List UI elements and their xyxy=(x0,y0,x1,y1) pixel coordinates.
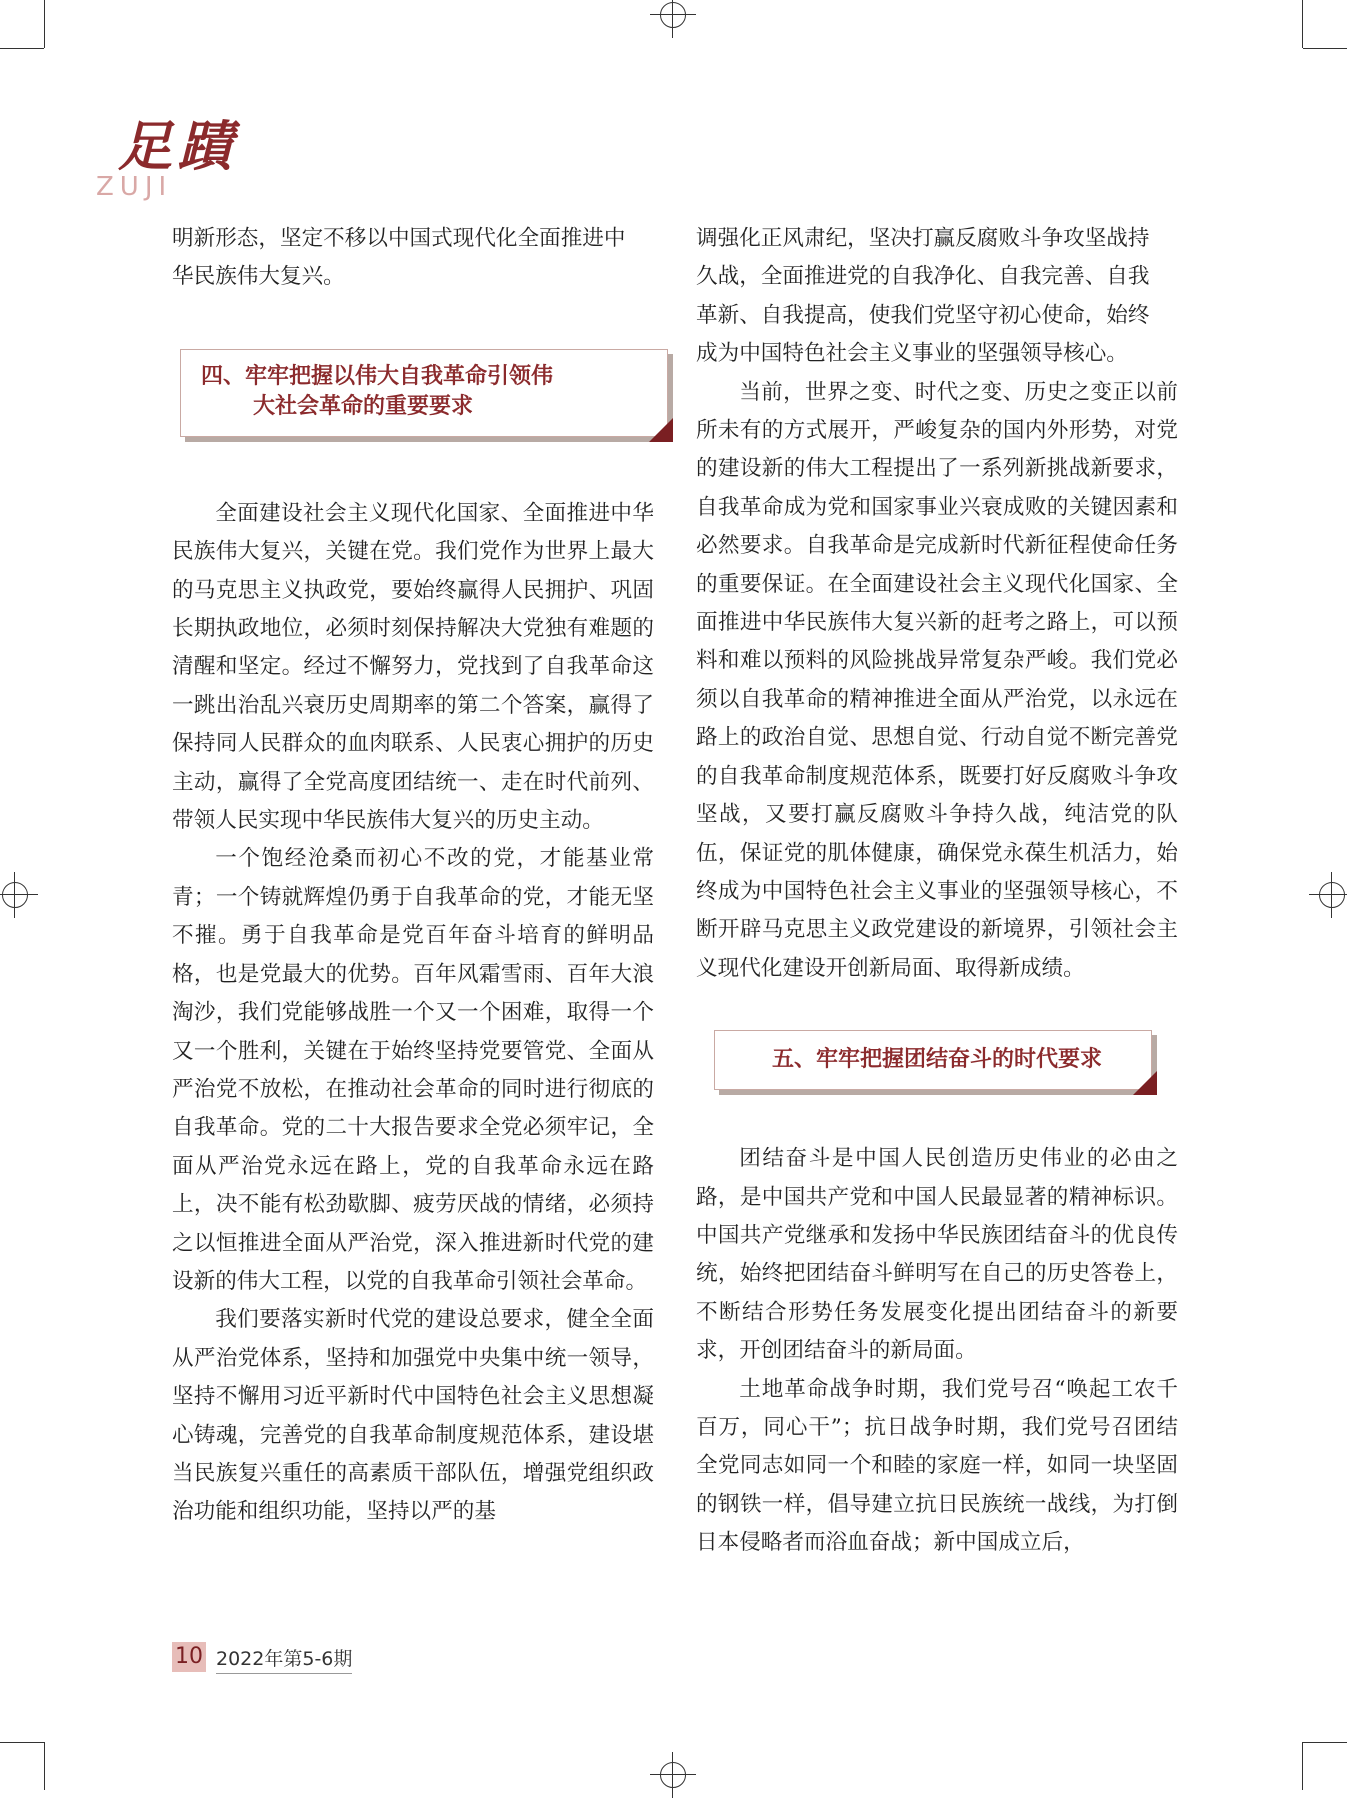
paragraph: 团结奋斗是中国人民创造历史伟业的必由之路，是中国共产党和中国人民最显著的精神标识。中国共产党继承和发扬中华民族团结奋斗的优良传统，始终把团结奋斗鲜明写在自己的历史答卷上，不断结合形势任务发展变化提出团结奋斗的新要求，开创团结奋斗的新局面。 xyxy=(696,1146,1178,1364)
section-5-title: 五、牢牢把握团结奋斗的时代要求 xyxy=(771,1047,1102,1073)
issue-label: 2022年第5-6期 xyxy=(216,1644,352,1674)
registration-mark xyxy=(658,0,688,30)
intro-line: 久战，全面推进党的自我净化、自我完善、自我 xyxy=(696,264,1150,290)
crop-mark xyxy=(0,1742,44,1743)
section-5-heading xyxy=(714,1030,1152,1090)
crop-mark xyxy=(1303,48,1347,49)
intro-line: 华民族伟大复兴。 xyxy=(172,264,345,290)
crop-mark xyxy=(1303,1742,1347,1743)
left-column xyxy=(172,220,654,1532)
magazine-logo-latin: ZUJI xyxy=(96,172,173,202)
intro-line: 革新、自我提高，使我们党坚守初心使命，始终 xyxy=(696,302,1150,328)
crop-mark xyxy=(1302,0,1303,48)
page-number: 10 xyxy=(172,1642,206,1672)
paragraph: 全面建设社会主义现代化国家、全面推进中华民族伟大复兴，关键在党。我们党作为世界上最大的马克思主义执政党，要始终赢得人民拥护、巩固长期执政地位，必须时刻保持解决大党独有难题的清醒和坚定。经过不懈努力，党找到了自我革命这一跳出治乱兴衰历史周期率的第二个答案，赢得了保持同人民群众的血肉联系、人民衷心拥护的历史主动，赢得了全党高度团结统一、走在时代前列、带领人民实现中华民族伟大复兴的历史主动。 xyxy=(172,500,654,834)
section-4-title-line1: 四、牢牢把握以伟大自我革命引领伟 xyxy=(201,363,554,389)
registration-mark xyxy=(658,1760,688,1790)
intro-line: 调强化正风肃纪，坚决打赢反腐败斗争攻坚战持 xyxy=(696,226,1150,251)
registration-mark xyxy=(1317,880,1347,910)
paragraph: 我们要落实新时代党的建设总要求，健全全面从严治党体系，坚持和加强党中央集中统一领导，坚持不懈用习近平新时代中国特色社会主义思想凝心铸魂，完善党的自我革命制度规范体系，建设堪当民族复兴重任的高素质干部队伍，增强党组织政治功能和组织功能，坚持以严的基 xyxy=(172,1307,654,1525)
intro-line: 成为中国特色社会主义事业的坚强领导核心。 xyxy=(696,341,1128,367)
crop-mark xyxy=(44,0,45,48)
crop-mark xyxy=(44,1742,45,1790)
intro-line: 明新形态，坚定不移以中国式现代化全面推进中 xyxy=(172,226,626,251)
paragraph: 一个饱经沧桑而初心不改的党，才能基业常青；一个铸就辉煌仍勇于自我革命的党，才能无坚不摧。勇于自我革命是党百年奋斗培育的鲜明品格，也是党最大的优势。百年风霜雪雨、百年大浪淘沙，我们党能够战胜一个又一个困难，取得一个又一个胜利，关键在于始终坚持党要管党、全面从严治党不放松，在推动社会革命的同时进行彻底的自我革命。党的二十大报告要求全党必须牢记，全面从严治党永远在路上，党的自我革命永远在路上，决不能有松劲歇脚、疲劳厌战的情绪，必须持之以恒推进全面从严治党，深入推进新时代党的建设新的伟大工程，以党的自我革命引领社会革命。 xyxy=(172,846,654,1294)
right-column xyxy=(696,220,1178,1563)
registration-mark xyxy=(0,880,30,910)
corner-triangle-icon xyxy=(649,418,673,442)
corner-triangle-icon xyxy=(1133,1071,1157,1095)
crop-mark xyxy=(0,48,44,49)
paragraph: 当前，世界之变、时代之变、历史之变正以前所未有的方式展开，严峻复杂的国内外形势，对党的建设新的伟大工程提出了一系列新挑战新要求，自我革命成为党和国家事业兴衰成败的关键因素和必然要求。自我革命是完成新时代新征程使命任务的重要保证。在全面建设社会主义现代化国家、全面推进中华民族伟大复兴新的赶考之路上，可以预料和难以预料的风险挑战异常复杂严峻。我们党必须以自我革命的精神推进全面从严治党，以永远在路上的政治自觉、思想自觉、行动自觉不断完善党的自我革命制度规范体系，既要打好反腐败斗争攻坚战，又要打赢反腐败斗争持久战，纯洁党的队伍，保证党的肌体健康，确保党永葆生机活力，始终成为中国特色社会主义事业的坚强领导核心，不断开辟马克思主义政党建设的新境界，引领社会主义现代化建设开创新局面、取得新成绩。 xyxy=(696,379,1178,981)
section-4-heading xyxy=(180,349,668,437)
crop-mark xyxy=(1302,1742,1303,1790)
paragraph: 土地革命战争时期，我们党号召“唤起工农千百万，同心干”；抗日战争时期，我们党号召团结全党同志如同一个和睦的家庭一样，如同一块坚固的钢铁一样，倡导建立抗日民族统一战线，为打倒日本侵略者而浴血奋战；新中国成立后， xyxy=(696,1376,1178,1556)
section-4-title-line2: 大社会革命的重要要求 xyxy=(253,393,474,419)
magazine-logo: 足蹟 xyxy=(118,114,238,178)
